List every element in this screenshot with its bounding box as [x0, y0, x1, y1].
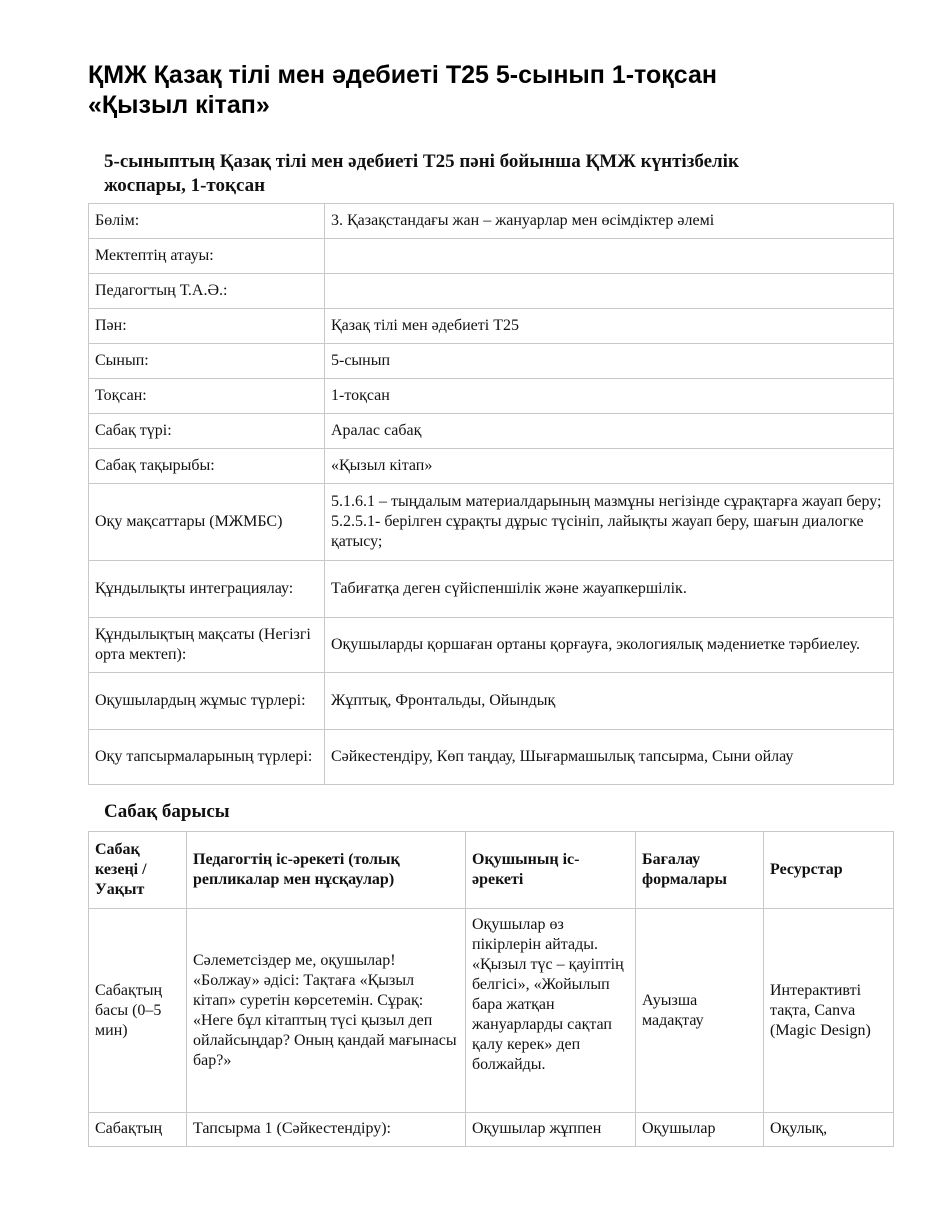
cell-resources: Оқулық,: [764, 1113, 894, 1147]
info-value: [325, 239, 894, 274]
info-value: 5-сынып: [325, 344, 894, 379]
info-row-lesson-type: [89, 414, 894, 449]
info-label: Сабақ түрі:: [89, 414, 325, 449]
info-value: 5.1.6.1 – тыңдалым материалдарының мазмұны негізінде сұрақтарға жауап беру; 5.2.5.1- берілген сұрақты дұрыс түсініп, лайықты жауап беру, шағын диалогке қатысу;: [325, 484, 894, 561]
info-value: Қазақ тілі мен әдебиеті Т25: [325, 309, 894, 344]
info-row-value-integration: [89, 561, 894, 618]
header-stage: Сабақ кезеңі / Уақыт: [89, 832, 187, 909]
header-teacher-activity: Педагогтің іс-әрекеті (толық репликалар мен нұсқаулар): [187, 832, 466, 909]
cell-teacher-activity: Сәлеметсіздер ме, оқушылар! «Болжау» әдісі: Тақтаға «Қызыл кітап» суретін көрсетемін. Сұрақ: «Неге бұл кітаптың түсі қызыл деп ойлайсыңдар? Оның қандай мағынасы бар?»: [187, 909, 466, 1113]
document-subtitle: [104, 150, 874, 198]
cell-student-activity: Оқушылар жұппен: [466, 1113, 636, 1147]
info-label: Сынып:: [89, 344, 325, 379]
info-row-section: [89, 204, 894, 239]
header-student-activity: Оқушының іс-әрекеті: [466, 832, 636, 909]
cell-resources: Интерактивті тақта, Canva (Magic Design): [764, 909, 894, 1113]
info-value: Сәйкестендіру, Көп таңдау, Шығармашылық тапсырма, Сыни ойлау: [325, 730, 894, 785]
info-label: Оқу тапсырмаларының түрлері:: [89, 730, 325, 785]
cell-assessment: Ауызша мадақтау: [636, 909, 764, 1113]
info-value: Оқушыларды қоршаған ортаны қорғауға, экологиялық мәдениетке тәрбиелеу.: [325, 618, 894, 673]
info-row-school: [89, 239, 894, 274]
cell-stage: Сабақтың басы (0–5 мин): [89, 909, 187, 1113]
info-label: Оқу мақсаттары (МЖМБС): [89, 484, 325, 561]
page-title-line-1: ҚМЖ Қазақ тілі мен әдебиеті Т25 5-сынып 1-тоқсан: [88, 61, 717, 89]
info-value: [325, 274, 894, 309]
lesson-progress-table: [88, 831, 894, 1147]
page-title-line-2: «Қызыл кітап»: [88, 91, 270, 119]
info-row-quarter: [89, 379, 894, 414]
lesson-progress-heading: Сабақ барысы: [104, 801, 230, 822]
subtitle-line-2: жоспары, 1-тоқсан: [104, 175, 266, 196]
info-row-grade: [89, 344, 894, 379]
info-label: Пән:: [89, 309, 325, 344]
info-row-learning-objectives: [89, 484, 894, 561]
info-row-task-types: [89, 730, 894, 785]
header-assessment: Бағалау формалары: [636, 832, 764, 909]
info-label: Оқушылардың жұмыс түрлері:: [89, 673, 325, 730]
info-value: Аралас сабақ: [325, 414, 894, 449]
info-row-lesson-topic: [89, 449, 894, 484]
page-title: [88, 60, 868, 120]
table-row: [89, 1113, 894, 1147]
cell-teacher-activity: Тапсырма 1 (Сәйкестендіру):: [187, 1113, 466, 1147]
info-label: Сабақ тақырыбы:: [89, 449, 325, 484]
lesson-info-table: [88, 203, 894, 785]
info-value: «Қызыл кітап»: [325, 449, 894, 484]
info-label: Құндылықтың мақсаты (Негізгі орта мектеп):: [89, 618, 325, 673]
info-label: Тоқсан:: [89, 379, 325, 414]
info-label: Педагогтың Т.А.Ә.:: [89, 274, 325, 309]
header-resources: Ресурстар: [764, 832, 894, 909]
subtitle-line-1: 5-сыныптың Қазақ тілі мен әдебиеті Т25 пәні бойынша ҚМЖ күнтізбелік: [104, 151, 739, 172]
lesson-header-row: [89, 832, 894, 909]
info-row-subject: [89, 309, 894, 344]
info-value: Жұптық, Фронтальды, Ойындық: [325, 673, 894, 730]
info-value: 3. Қазақстандағы жан – жануарлар мен өсімдіктер әлемі: [325, 204, 894, 239]
info-row-value-goal: [89, 618, 894, 673]
cell-stage: Сабақтың: [89, 1113, 187, 1147]
info-row-work-types: [89, 673, 894, 730]
info-row-teacher: [89, 274, 894, 309]
info-label: Құндылықты интеграциялау:: [89, 561, 325, 618]
info-value: 1-тоқсан: [325, 379, 894, 414]
table-row: [89, 909, 894, 1113]
info-label: Мектептің атауы:: [89, 239, 325, 274]
info-label: Бөлім:: [89, 204, 325, 239]
cell-student-activity: Оқушылар өз пікірлерін айтады. «Қызыл түс – қауіптің белгісі», «Жойылып бара жатқан жануарларды сақтап қалу керек» деп болжайды.: [466, 909, 636, 1113]
info-value: Табиғатқа деген сүйіспеншілік және жауапкершілік.: [325, 561, 894, 618]
cell-assessment: Оқушылар: [636, 1113, 764, 1147]
